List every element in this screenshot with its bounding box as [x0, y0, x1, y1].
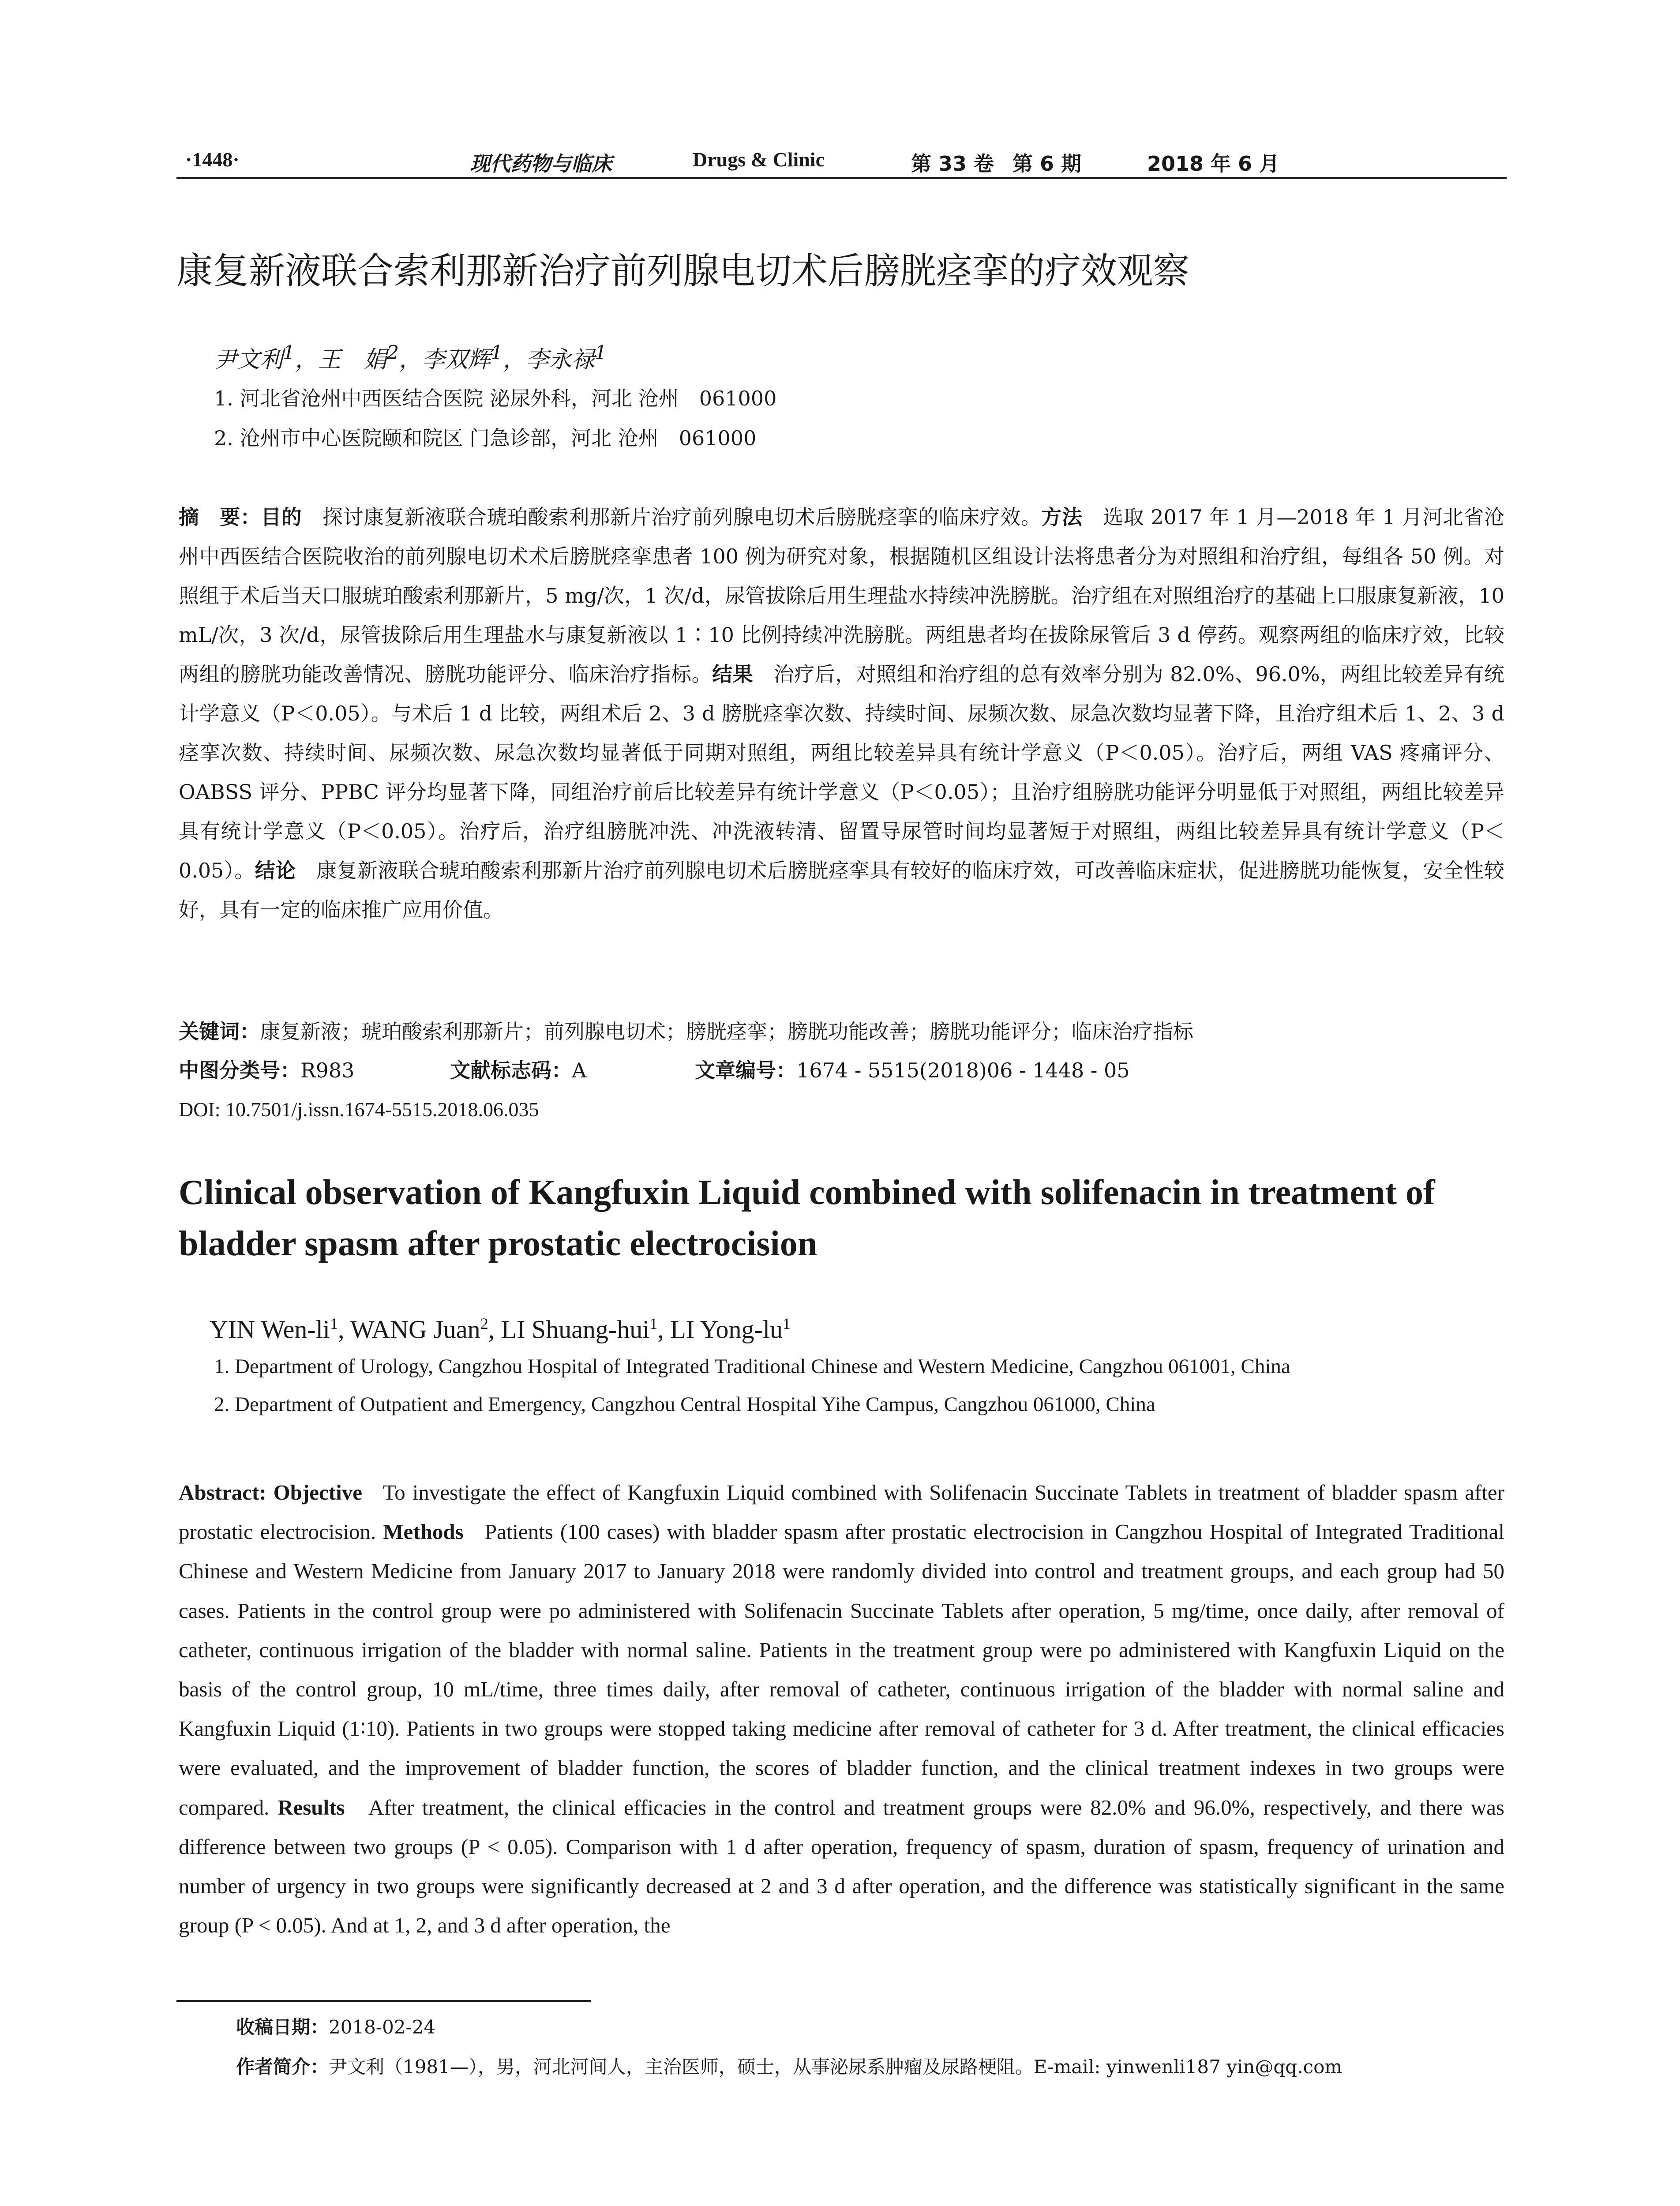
author-name: LI Shuang-hui	[501, 1315, 650, 1344]
author-name: 李永禄	[525, 346, 595, 373]
author-affil-mark: 1	[594, 342, 607, 364]
author-affil-mark: 1	[283, 342, 295, 364]
author-bio-label: 作者简介：	[236, 2056, 329, 2078]
author-affil-mark: 1	[491, 342, 503, 364]
affiliation-cn-2: 2. 沧州市中心医院颐和院区 门急诊部，河北 沧州 061000	[214, 426, 757, 450]
received-value: 2018-02-24	[329, 2016, 436, 2038]
issue-date: 2018 年 6 月	[1147, 152, 1280, 176]
keywords-text: 康复新液；琥珀酸索利那新片；前列腺电切术；膀胱痉挛；膀胱功能改善；膀胱功能评分；临床治疗指标	[260, 1020, 1193, 1043]
issue: 第 6 期	[1012, 152, 1082, 176]
affiliation-en-1: 1. Department of Urology, Cangzhou Hospital of Integrated Traditional Chinese and Western Medicine, Cangzhou 061001, China	[214, 1355, 1290, 1378]
clc-item	[179, 1051, 354, 1090]
volume: 第 33 卷	[911, 152, 994, 176]
received-label: 收稿日期：	[236, 2016, 329, 2038]
author-name: 尹文利	[214, 346, 283, 373]
author-affil-mark: 2	[386, 342, 399, 364]
abstract-label: 摘 要：	[179, 505, 261, 529]
abstract-label-en: Abstract:	[179, 1480, 266, 1504]
journal-name-cn: 现代药物与临床	[470, 152, 612, 176]
doc-code-item	[450, 1051, 586, 1090]
objective-text: 探讨康复新液联合琥珀酸索利那新片治疗前列腺电切术后膀胱痉挛的临床疗效。	[322, 505, 1042, 529]
author-bio-text: 尹文利（1981—），男，河北河间人，主治医师，硕士，从事泌尿系肿瘤及尿路梗阻。E-mail: yinwenli187 yin@qq.com	[329, 2056, 1342, 2078]
results-text: 治疗后，对照组和治疗组的总有效率分别为 82.0%、96.0%，两组比较差异有统计学意义（P＜0.05）。与术后 1 d 比较，两组术后 2、3 d 膀胱痉挛次数、持续时间、尿频次数、尿急次数均显著下降，且治疗组术后 1、2、3 d 痉挛次数、持续时间、尿频次数、尿急次数均显著低于同期对照组，两组比较差异具有统计学意义（P＜0.05）。治疗后，两组 VAS 疼痛评分、OABSS 评分、PPBC 评分均显著下降，同组治疗前后比较差异有统计学意义（P＜0.05）；且治疗组膀胱功能评分明显低于对照组，两组比较差异具有统计学意义（P＜0.05）。治疗后，治疗组膀胱冲洗、冲洗液转清、留置导尿管时间均显著短于对照组，两组比较差异具有统计学意义（P＜0.05）。	[179, 662, 1505, 882]
doc-code-label: 文献标志码：	[450, 1058, 572, 1082]
article-number-label: 文章编号：	[695, 1058, 796, 1082]
author-list-cn: 尹文利$^1$，王 娟$^2$，李双辉$^1$，李永禄$^1$	[214, 342, 607, 373]
affiliation-en-2: 2. Department of Outpatient and Emergency, Cangzhou Central Hospital Yihe Campus, Cangzhou 061000, China	[214, 1393, 1155, 1416]
author-name: 李双辉	[422, 346, 491, 373]
objective-label: 目的	[261, 505, 302, 529]
header-rule	[176, 177, 1507, 179]
author-list-en: YIN Wen-$li^1$, WANG Juan$^2$, LI Shuang-hui$^1$, LI Yong-$lu^1$	[210, 1315, 791, 1344]
methods-text: 选取 2017 年 1 月—2018 年 1 月河北省沧州中西医结合医院收治的前列腺电切术术后膀胱痉挛患者 100 例为研究对象，根据随机区组设计法将患者分为对照组和治疗组，每组各 50 例。对照组于术后当天口服琥珀酸索利那新片，5 mg/次，1 次/d，尿管拔除后用生理盐水持续冲洗膀胱。治疗组在对照组治疗的基础上口服康复新液，10 mL/次，3 次/d，尿管拔除后用生理盐水与康复新液以 1∶10 比例持续冲洗膀胱。两组患者均在拔除尿管后 3 d 停药。观察两组的临床疗效，比较两组的膀胱功能改善情况、膀胱功能评分、临床治疗指标。	[179, 505, 1505, 686]
author-affil-mark: 1	[782, 1315, 791, 1332]
results-label-en: Results	[278, 1795, 345, 1820]
article-title-en: Clinical observation of Kangfuxin Liquid combined with solifenacin in treatment of bladder spasm after prostatic electrocision	[179, 1173, 1435, 1263]
running-header	[176, 143, 1507, 178]
objective-label-en: Objective	[273, 1480, 362, 1504]
clc-label: 中图分类号：	[179, 1058, 300, 1082]
clc-value: R983	[300, 1058, 355, 1082]
keywords-cn	[179, 1012, 1504, 1051]
methods-text-en: Patients (100 cases) with bladder spasm after prostatic electrocision in Cangzhou Hospital of Integrated Traditional Chinese and Western Medicine from January 2017 to January 2018 were randomly divided into control and treatment groups, and each group had 50 cases. Patients in the control group were po administered with Solifenacin Succinate Tablets after operation, 5 mg/time, once daily, after removal of catheter, continuous irrigation of the bladder with normal saline. Patients in the treatment group were po administered with Kangfuxin Liquid on the basis of the control group, 10 mL/time, three times daily, after removal of catheter, continuous irrigation of the bladder with normal saline and Kangfuxin Liquid (1∶10). Patients in two groups were stopped taking medicine after removal of catheter for 3 d. After treatment, the clinical efficacies were evaluated, and the improvement of bladder function, the scores of bladder function, and the clinical treatment indexes in two groups were compared.	[179, 1519, 1505, 1820]
conclusion-text: 康复新液联合琥珀酸索利那新片治疗前列腺电切术后膀胱痉挛具有较好的临床疗效，可改善临床症状，促进膀胱功能恢复，安全性较好，具有一定的临床推广应用价值。	[179, 859, 1505, 922]
methods-label: 方法	[1041, 505, 1083, 529]
doi: DOI: 10.7501/j.issn.1674-5515.2018.06.035	[179, 1098, 539, 1121]
article-number-value: 1674 - 5515(2018)06 - 1448 - 05	[796, 1058, 1130, 1082]
conclusion-label: 结论	[255, 859, 296, 882]
author-affil-mark: 1	[649, 1315, 658, 1332]
author-name: 王 娟	[318, 346, 387, 373]
doc-code-value: A	[572, 1058, 587, 1082]
affiliation-cn-1: 1. 河北省沧州中西医结合医院 泌尿外科，河北 沧州 061000	[214, 386, 777, 410]
author-bio	[236, 2052, 1342, 2082]
journal-name-en: Drugs & Clinic	[693, 148, 825, 171]
article-number-item	[695, 1051, 1130, 1090]
objective-text-en: To investigate the effect of Kangfuxin Liquid combined with Solifenacin Succinate Tablets in treatment of bladder spasm after prostatic electrocision.	[179, 1480, 1505, 1544]
abstract-cn	[179, 498, 1504, 930]
page-number: ·1448·	[185, 148, 240, 171]
article-title-cn: 康复新液联合索利那新治疗前列腺电切术后膀胱痉挛的疗效观察	[176, 250, 1190, 292]
author-affil-mark: 1	[330, 1315, 338, 1332]
author-affil-mark: 2	[480, 1315, 488, 1332]
methods-label-en: Methods	[383, 1519, 464, 1544]
author-name: YIN Wen-li	[210, 1315, 330, 1344]
author-name: WANG Juan	[350, 1315, 480, 1344]
results-label: 结果	[712, 662, 754, 686]
results-text-en: After treatment, the clinical efficacies in the control and treatment groups were 82.0% and 96.0%, respectively, and there was difference between two groups (P < 0.05). Comparison with 1 d after operation, frequency of spasm, duration of spasm, frequency of urination and number of urgency in two groups were significantly decreased at 2 and 3 d after operation, and the difference was statistically significant in the same group (P < 0.05). And at 1, 2, and 3 d after operation, the	[179, 1795, 1505, 1938]
keywords-label: 关键词：	[179, 1020, 260, 1043]
received-date	[236, 2012, 435, 2043]
author-name: LI Yong-lu	[670, 1315, 783, 1344]
abstract-en	[179, 1473, 1504, 1945]
footnote-rule	[176, 2000, 591, 2002]
